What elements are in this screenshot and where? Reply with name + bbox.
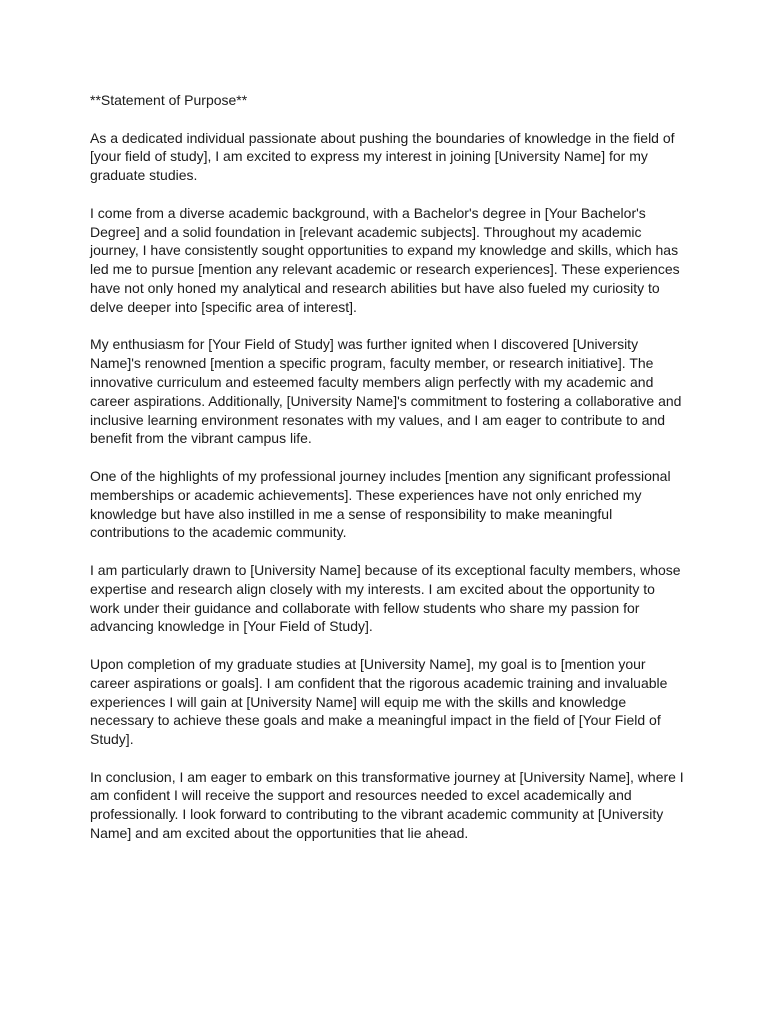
paragraph-line: contributions to the academic community.: [90, 524, 347, 541]
paragraph-line: delve deeper into [specific area of interest].: [90, 298, 357, 315]
paragraph-line: I come from a diverse academic background, with a Bachelor's degree in [Your Bachelor's: [90, 204, 646, 221]
paragraph-line: Name] and am excited about the opportunities that lie ahead.: [90, 825, 469, 842]
paragraph-university: [90, 561, 680, 636]
paragraph-line: led me to pursue [mention any relevant academic or research experiences]. These experiences: [90, 261, 680, 278]
paragraph-line: Name]'s renowned [mention a specific program, faculty member, or research initiative]. The: [90, 355, 654, 372]
paragraph-line: work under their guidance and collaborate with fellow students who share my passion for: [90, 599, 640, 616]
paragraph-line: benefit from the vibrant campus life.: [90, 430, 312, 447]
paragraph-line: career aspirations or goals]. I am confident that the rigorous academic training and invaluable: [90, 674, 668, 691]
paragraph-line: expertise and research align closely with my interests. I am excited about the opportunity to: [90, 580, 655, 597]
paragraph-highlights: [90, 467, 680, 542]
paragraph-line: professionally. I look forward to contributing to the vibrant academic community at [University: [90, 806, 664, 823]
paragraph-line: journey, I have consistently sought opportunities to expand my knowledge and skills, which has: [90, 242, 679, 259]
paragraph-line: I am particularly drawn to [University Name] because of its exceptional faculty members, whose: [90, 561, 681, 578]
paragraph-line: career aspirations. Additionally, [University Name]'s commitment to fostering a collaborative and: [90, 392, 682, 409]
paragraph-enthusiasm: [90, 335, 680, 448]
paragraph-line: [your field of study], I am excited to express my interest in joining [University Name] for my: [90, 148, 648, 165]
paragraph-line: innovative curriculum and esteemed faculty members align perfectly with my academic and: [90, 373, 654, 390]
paragraph-line: experiences I will gain at [University Name] will equip me with the skills and knowledge: [90, 693, 627, 710]
paragraph-line: knowledge but have also instilled in me a sense of responsibility to make meaningful: [90, 505, 613, 522]
paragraph-line: am confident I will receive the support and resources needed to excel academically and: [90, 787, 632, 804]
document-title: **Statement of Purpose**: [90, 92, 248, 108]
paragraph-line: In conclusion, I am eager to embark on this transformative journey at [University Name], where I: [90, 768, 684, 785]
paragraph-conclusion: [90, 768, 684, 843]
paragraph-line: graduate studies.: [90, 167, 198, 184]
paragraph-line: Degree] and a solid foundation in [relevant academic subjects]. Throughout my academic: [90, 223, 642, 240]
paragraph-line: Study].: [90, 731, 134, 748]
paragraph-line: have not only honed my analytical and research abilities but have also fueled my curiosity to: [90, 279, 660, 296]
paragraph-line: necessary to achieve these goals and make a meaningful impact in the field of [Your Field of: [90, 712, 661, 729]
paragraph-line: inclusive learning environment resonates with my values, and I am eager to contribute to and: [90, 411, 666, 428]
paragraph-goals: [90, 655, 680, 749]
paragraph-line: memberships or academic achievements]. These experiences have not only enriched my: [90, 486, 642, 503]
paragraph-background: [90, 204, 680, 317]
paragraph-line: Upon completion of my graduate studies at [University Name], my goal is to [mention your: [90, 655, 646, 672]
paragraph-line: One of the highlights of my professional journey includes [mention any significant professional: [90, 467, 671, 484]
paragraph-intro: [90, 129, 680, 185]
paragraph-line: My enthusiasm for [Your Field of Study] was further ignited when I discovered [University: [90, 336, 639, 353]
paragraph-line: As a dedicated individual passionate about pushing the boundaries of knowledge in the field of: [90, 129, 675, 146]
paragraph-line: advancing knowledge in [Your Field of Study].: [90, 618, 373, 635]
document-body: [90, 91, 684, 862]
